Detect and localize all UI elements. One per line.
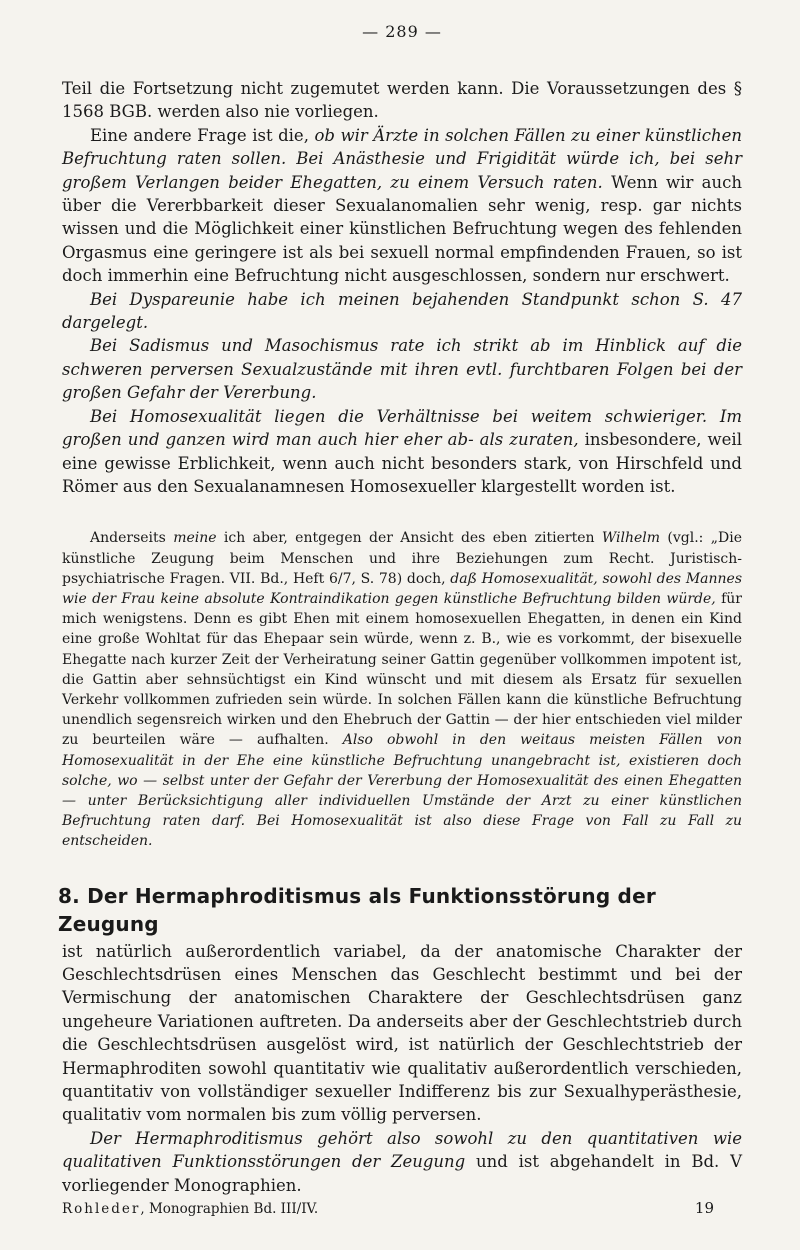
- text-run: Wenn wir auch über die Vererbbarkeit dieser Sexualanomalien sehr wenig, resp. gar nichts wissen und die Möglichkeit einer künstlichen Befruchtung wegen des fehlenden Orgasmus eine geringere ist als bei sexuell normal empfindenden Frauen, so ist doch immerhin eine Befruchtung nicht ausgeschlossen, sondern nur erschwert.: [62, 172, 742, 286]
- section-heading: 8. Der Hermaphroditismus als Funktionsstörung der Zeugung: [58, 883, 656, 936]
- imprint-author: Rohleder: [62, 1201, 141, 1218]
- imprint-line: [62, 1201, 318, 1217]
- paragraph-homosexualitaet: [62, 405, 742, 499]
- spacer: [62, 852, 742, 882]
- paragraph-conclusion: [62, 1127, 742, 1197]
- text-run: Anderseits: [90, 530, 174, 547]
- emphasis-run: ob wir Ärzte in solchen Fällen zu einer künstlichen Befruchtung raten sollen. Bei Anästhesie und Frigidität würde ich, bei sehr großem Verlangen beider Ehegatten, zu einem Versuch raten.: [62, 125, 742, 192]
- spacer: [62, 498, 742, 528]
- imprint-series: , Monographien Bd. III/IV.: [140, 1201, 319, 1218]
- page-number: — 289 —: [362, 22, 442, 41]
- paragraph-wilhelm-citation: [62, 528, 742, 851]
- emphasis-run: Wilhelm: [601, 530, 661, 547]
- paragraph-continuation: Teil die Fortsetzung nicht zugemutet werden kann. Die Voraussetzungen des § 1568 BGB. werden also nie vorliegen.: [62, 79, 742, 122]
- paragraph-artificial-insemination-question: [62, 124, 742, 288]
- text-run: Eine andere Frage ist die,: [90, 125, 315, 145]
- emphasis-run: daß Homosexualität, sowohl des Mannes wie der Frau keine absolute Kontraindikation gegen künstliche Befruchtung bilden würde,: [62, 570, 743, 607]
- text-run: (vgl.: „Die künstliche Zeugung beim Menschen und ihre Beziehungen zum Recht. Juristisch-psychiatrische Fragen. VII. Bd., Heft 6/7, S. 78) doch,: [62, 530, 743, 587]
- emphasis-run: Bei Sadismus und Masochismus rate ich strikt ab im Hinblick auf die schweren perversen Sexualzustände mit ihren evtl. furchtbaren Folgen bei der großen Gefahr der Vererbung.: [62, 336, 742, 403]
- text-run: und ist abgehandelt in Bd. V vorliegender Monographien.: [62, 1152, 742, 1195]
- emphasis-run: Also obwohl in den weitaus meisten Fällen von Homosexualität in der Ehe eine künstliche Befruchtung unangebracht ist, existieren doch solche, wo — selbst unter der Gefahr der Vererbung der Homosexualität des einen Ehegatten — unter Berücksichtigung aller individuellen Umstände der Arzt zu einer künstlichen Befruchtung raten darf. Bei Homosexualität ist also diese Frage von Fall zu Fall zu entscheiden.: [62, 732, 743, 850]
- text-run: insbesondere, weil eine gewisse Erblichkeit, wenn auch nicht besonders stark, von Hirschfeld und Römer aus den Sexualanamnesen Homosexueller klargestellt worden ist.: [62, 430, 742, 496]
- emphasis-run: Der Hermaphroditismus gehört also sowohl zu den quantitativen wie qualitativen Funktionsstörungen der Zeugung: [62, 1128, 742, 1172]
- emphasis-run: meine: [173, 530, 217, 547]
- paragraph-sadismus: [62, 334, 742, 404]
- paragraph-hermaphroditismus: ist natürlich außerordentlich variabel, da der anatomische Charakter der Geschlechtsdrüsen eines Menschen das Geschlecht bestimmt und bei der Vermischung der anatomischen Charaktere der Geschlechtsdrüsen ganz ungeheure Variationen auftreten. Da anderseits aber der Geschlechtstrieb durch die Geschlechtsdrüsen ausgelöst wird, ist natürlich der Geschlechtstrieb der Hermaphroditen sowohl quantitativ wie qualitativ außerordentlich verschieden, quantitativ von vollständiger sexueller Indifferenz bis zur Sexualhyperästhesie, qualitativ vom normalen bis zum völlig perversen.: [62, 941, 742, 1125]
- emphasis-run: Bei Homosexualität liegen die Verhältnisse bei weitem schwieriger. Im großen und ganzen wird man auch hier eher ab- als zuraten,: [62, 406, 742, 450]
- text-run: für mich wenigstens. Denn es gibt Ehen mit einem homosexuellen Ehegatten, in denen ein Kind eine große Wohltat für das Ehepaar sein würde, wenn z. B., wie es vorkommt, der bisexuelle Ehegatte nach kurzer Zeit der Verheiratung seiner Gattin gegenüber vollkommen impotent ist, die Gattin aber sehnsüchtigst ein Kind wünscht und mit diesem als Ersatz für sexuellen Verkehr vollkommen zufrieden sein würde. In solchen Fällen kann die künstliche Befruchtung unendlich segensreich wirken und den Ehebruch der Gattin — der hier entschieden viel milder zu beurteilen wäre — aufhalten.: [62, 590, 742, 749]
- text-run: ich aber, entgegen der Ansicht des eben zitierten: [216, 530, 602, 547]
- signature-number: 19: [694, 1199, 714, 1218]
- paragraph-dyspareunie: [62, 288, 742, 335]
- page-footer: [62, 1197, 742, 1217]
- emphasis-run: Bei Dyspareunie habe ich meinen bejahenden Standpunkt schon S. 47 dargelegt.: [62, 289, 742, 333]
